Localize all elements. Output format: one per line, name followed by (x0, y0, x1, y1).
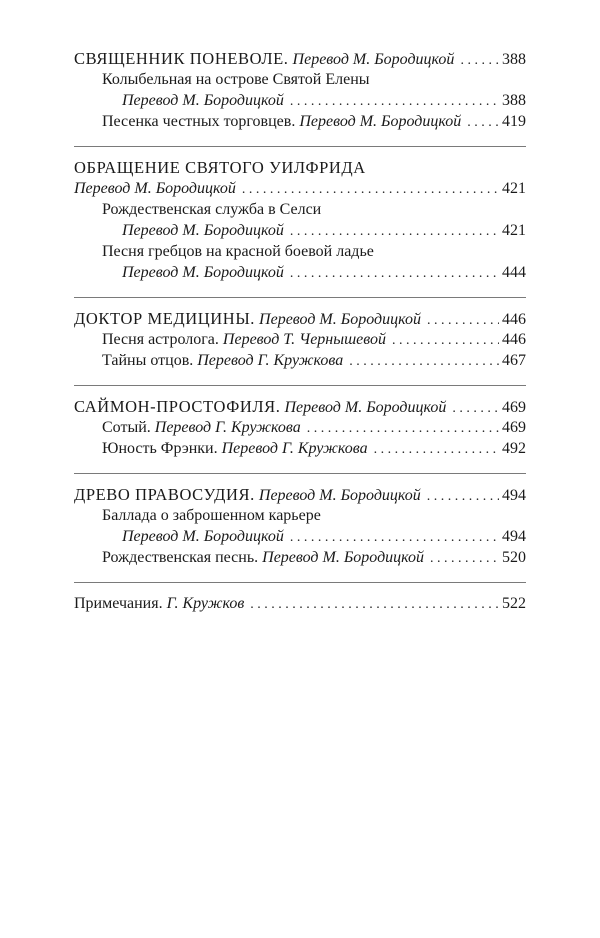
section-heading: ДРЕВО ПРАВОСУДИЯ. (74, 485, 255, 504)
toc-entry (74, 199, 526, 220)
page-number: 446 (502, 311, 526, 328)
translator-credit: Перевод М. Бородицкой (122, 222, 284, 239)
notes-title: Примечания. (74, 595, 163, 612)
translator-credit: Перевод Г. Кружкова (197, 352, 344, 369)
page-number: 467 (502, 352, 526, 369)
toc-entry (74, 329, 526, 350)
leader-dots (427, 310, 499, 331)
translator-credit: Перевод М. Бородицкой (292, 51, 455, 68)
entry-title: Рождественская служба в Селси (102, 201, 322, 218)
notes-author: Г. Кружков (166, 595, 245, 612)
toc-entry (74, 111, 526, 132)
toc-section (74, 157, 526, 283)
entry-title: Тайны отцов. (102, 352, 194, 369)
section-heading: САЙМОН-ПРОСТОФИЛЯ. (74, 397, 281, 416)
toc-section (74, 484, 526, 568)
translator-credit: Перевод М. Бородицкой (259, 311, 421, 328)
toc-entry (74, 438, 526, 459)
leader-dots (460, 50, 499, 71)
page-number: 446 (502, 331, 526, 348)
translator-credit: Перевод М. Бородицкой (258, 487, 421, 504)
leader-dots (392, 330, 499, 351)
page-number: 388 (502, 51, 526, 68)
leader-dots (290, 527, 499, 548)
toc-entry (74, 417, 526, 438)
page-number: 469 (502, 419, 526, 436)
leader-dots (427, 486, 499, 507)
page-number: 388 (502, 92, 526, 109)
entry-title: Колыбельная на острове Святой Елены (102, 71, 370, 88)
toc-entry-heading (74, 396, 526, 417)
leader-dots (290, 263, 499, 284)
toc-notes (74, 593, 526, 614)
toc-section (74, 48, 526, 132)
leader-dots (467, 112, 499, 133)
entry-title: Сотый. (102, 419, 151, 436)
translator-credit: Перевод М. Бородицкой (122, 528, 284, 545)
toc-entry-heading (74, 308, 526, 329)
toc-section (74, 308, 526, 371)
toc-entry-continuation (74, 178, 526, 199)
page-number: 520 (502, 549, 526, 566)
entry-title: Баллада о заброшенном карьере (102, 507, 321, 524)
toc-entry-heading (74, 48, 526, 69)
table-of-contents (74, 48, 526, 614)
page-number: 444 (502, 264, 526, 281)
leader-dots (242, 179, 499, 200)
translator-credit: Перевод М. Бородицкой (122, 92, 284, 109)
entry-title: Песенка честных торговцев. (102, 113, 296, 130)
toc-entry-continuation (74, 220, 526, 241)
translator-credit: Перевод М. Бородицкой (262, 549, 425, 566)
toc-entry (74, 69, 526, 90)
entry-title: Песня астролога. (102, 331, 219, 348)
section-heading: ДОКТОР МЕДИЦИНЫ. (74, 309, 256, 328)
leader-dots (374, 439, 499, 460)
toc-section (74, 396, 526, 459)
translator-credit: Перевод М. Бородицкой (284, 399, 447, 416)
entry-title: Рождественская песнь. (102, 549, 259, 566)
section-heading: СВЯЩЕННИК ПОНЕВОЛЕ. (74, 49, 289, 68)
page-number: 421 (502, 222, 526, 239)
leader-dots (452, 398, 499, 419)
section-heading: ОБРАЩЕНИЕ СВЯТОГО УИЛФРИДА (74, 158, 366, 177)
leader-dots (290, 221, 499, 242)
leader-dots (250, 594, 499, 615)
toc-entry-continuation (74, 262, 526, 283)
translator-credit: Перевод М. Бородицкой (122, 264, 284, 281)
translator-credit: Перевод Т. Чернышевой (222, 331, 386, 348)
toc-entry-heading (74, 484, 526, 505)
leader-dots (349, 351, 499, 372)
toc-entry-continuation (74, 90, 526, 111)
page-number: 469 (502, 399, 526, 416)
page-number: 419 (502, 113, 526, 130)
page-number: 492 (502, 440, 526, 457)
toc-entry-continuation (74, 526, 526, 547)
toc-entry (74, 350, 526, 371)
page-number: 421 (502, 180, 526, 197)
leader-dots (290, 91, 499, 112)
translator-credit: Перевод М. Бородицкой (299, 113, 462, 130)
toc-entry (74, 505, 526, 526)
page-number: 494 (502, 487, 526, 504)
translator-credit: Перевод Г. Кружкова (154, 419, 301, 436)
translator-credit: Перевод Г. Кружкова (221, 440, 368, 457)
toc-entry-heading (74, 157, 526, 178)
toc-entry (74, 241, 526, 262)
leader-dots (307, 418, 499, 439)
page-number: 494 (502, 528, 526, 545)
leader-dots (430, 548, 499, 569)
page-number: 522 (502, 595, 526, 612)
entry-title: Юность Фрэнки. (102, 440, 218, 457)
translator-credit: Перевод М. Бородицкой (74, 180, 236, 197)
entry-title: Песня гребцов на красной боевой ладье (102, 243, 374, 260)
toc-entry (74, 593, 526, 614)
toc-entry (74, 547, 526, 568)
